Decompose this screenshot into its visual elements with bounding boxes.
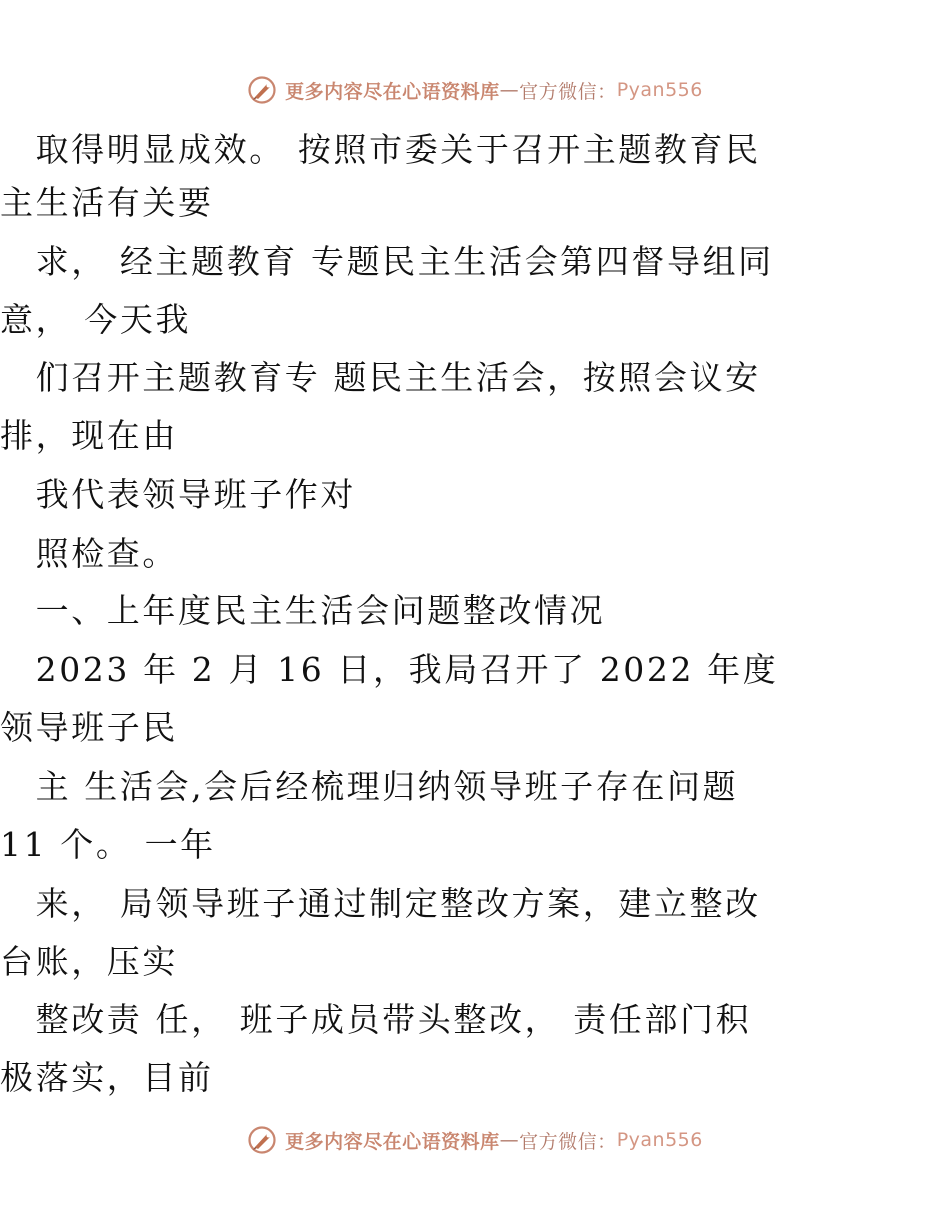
body-line: 意， 今天我	[0, 300, 192, 339]
body-line: 主生活有关要	[0, 183, 214, 222]
section-heading: 一、上年度民主生活会问题整改情况	[0, 591, 606, 630]
footer-banner	[0, 1120, 950, 1160]
body-line: 排，现在由	[0, 416, 178, 455]
banner-wechat-id: Pyan556	[616, 79, 703, 101]
banner-main-text: 更多内容尽在心语资料库	[285, 1130, 500, 1153]
body-line: 主 生活会,会后经梳理归纳领导班子存在问题	[0, 767, 739, 806]
body-line: 来， 局领导班子通过制定整改方案，建立整改	[0, 884, 761, 923]
body-line: 11 个。 一年	[0, 825, 216, 864]
body-line: 2023 年 2 月 16 日，我局召开了 2022 年度	[0, 650, 779, 689]
body-line: 们召开主题教育专 题民主生活会，按照会议安	[0, 358, 761, 397]
banner-dash: —	[499, 79, 520, 101]
banner-dash: —	[499, 1129, 520, 1151]
body-line: 极落实，目前	[0, 1058, 214, 1097]
body-line: 照检查。	[0, 534, 178, 573]
banner-main-text: 更多内容尽在心语资料库	[285, 80, 500, 103]
body-line: 台账，压实	[0, 942, 178, 981]
banner-official-label: 官方微信：	[519, 1130, 617, 1153]
body-line: 领导班子民	[0, 708, 178, 747]
banner-official-label: 官方微信：	[519, 80, 617, 103]
body-line: 求， 经主题教育 专题民主生活会第四督导组同	[0, 242, 774, 281]
quill-pen-logo-icon	[247, 75, 277, 105]
body-line: 取得明显成效。 按照市委关于召开主题教育民	[0, 130, 761, 169]
body-line: 我代表领导班子作对	[0, 475, 356, 514]
quill-pen-logo-icon	[247, 1125, 277, 1155]
header-banner	[0, 70, 950, 110]
banner-wechat-id: Pyan556	[616, 1129, 703, 1151]
body-line: 整改责 任， 班子成员带头整改， 责任部门积	[0, 1000, 752, 1039]
